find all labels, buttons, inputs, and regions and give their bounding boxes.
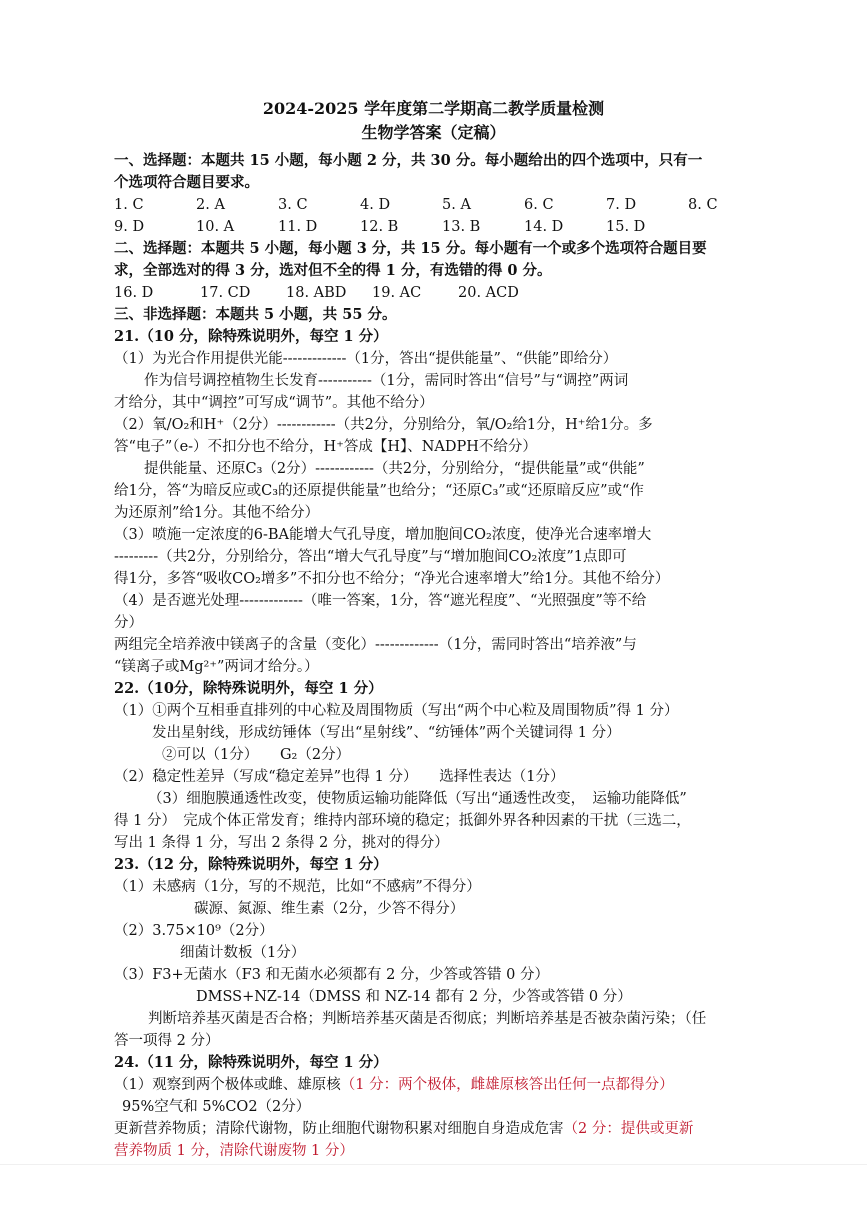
q21-line: （4）是否遮光处理-------------（唯一答案，1分，答“遮光程度”、“光照强度”等不给 xyxy=(114,593,647,609)
answer-9: 9. D xyxy=(114,219,145,235)
section2-answers-row xyxy=(114,282,774,304)
q24-line xyxy=(114,1118,774,1140)
section1-header: 一、选择题：本题共 15 小题，每小题 2 分，共 30 分。每小题给出的四个选项中，只有一 xyxy=(114,152,703,169)
q21-line: 作为信号调控植物生长发育-----------（1分，需同时答出“信号”与“调控”两词 xyxy=(144,373,629,389)
q21-line: 分） xyxy=(114,615,143,631)
answer-8: 8. C xyxy=(688,197,718,213)
section3-header: 三、非选择题：本题共 5 小题，共 55 分。 xyxy=(114,306,397,323)
q22-line: 写出 1 条得 1 分，写出 2 条得 2 分，挑对的得分） xyxy=(114,835,449,851)
answer-10: 10. A xyxy=(196,219,235,235)
q23-line: 判断培养基灭菌是否合格；判断培养基灭菌是否彻底；判断培养基是否被杂菌污染；（任 xyxy=(148,1011,707,1027)
page-bottom-divider xyxy=(0,1164,867,1165)
q22-header: 22.（10分，除特殊说明外，每空 1 分） xyxy=(114,680,383,697)
answer-2: 2. A xyxy=(196,197,225,213)
section2-header-cont: 求，全部选对的得 3 分，选对但不全的得 1 分，有选错的得 0 分。 xyxy=(114,262,552,279)
q21-line: 提供能量、还原C₃（2分）------------（共2分，分别给分，“提供能量”或“供能” xyxy=(144,461,645,477)
q21-line: ---------（共2分，分别给分，答出“增大气孔导度”与“增加胞间CO₂浓度”1点即可 xyxy=(114,549,627,565)
answer-15: 15. D xyxy=(606,219,646,235)
q24-answer-text: （1）观察到两个极体或雌、雄原核 xyxy=(114,1077,341,1093)
q23-line: 细菌计数板（1分） xyxy=(180,945,306,961)
q24-header: 24.（11 分，除特殊说明外，每空 1 分） xyxy=(114,1054,388,1071)
q22-line: 发出星射线，形成纺锤体（写出“星射线”、“纺锤体”两个关键词得 1 分） xyxy=(152,725,621,741)
q22-line: （2）稳定性差异（写成“稳定差异”也得 1 分） 选择性表达（1分） xyxy=(114,769,565,785)
answer-11: 11. D xyxy=(278,219,318,235)
q23-line: 碳源、氮源、维生素（2分，少答不得分） xyxy=(194,901,465,917)
answer-4: 4. D xyxy=(360,197,391,213)
section1-header-cont: 个选项符合题目要求。 xyxy=(114,174,259,191)
q23-line: DMSS+NZ-14（DMSS 和 NZ-14 都有 2 分，少答或答错 0 分） xyxy=(196,989,632,1005)
q21-line: 为还原剂”给1分。其他不给分） xyxy=(114,505,320,521)
q22-line: ②可以（1分） G₂（2分） xyxy=(162,747,351,763)
q23-line: （1）未感病（1分，写的不规范，比如“不感病”不得分） xyxy=(114,879,481,895)
answer-18: 18. ABD xyxy=(286,285,347,301)
answer-6: 6. C xyxy=(524,197,554,213)
answer-12: 12. B xyxy=(360,219,399,235)
section1-answers-row1 xyxy=(114,194,774,216)
q21-line: 答“电子”（e-）不扣分也不给分，H⁺答成【H】、NADPH不给分） xyxy=(114,439,537,455)
answer-3: 3. C xyxy=(278,197,308,213)
q23-line: 答一项得 2 分） xyxy=(114,1033,220,1049)
q24-scoring-note: （2 分：提供或更新 xyxy=(563,1121,694,1137)
q22-line: 得 1 分） 完成个体正常发育；维持内部环境的稳定；抵御外界各种因素的干扰（三选二， xyxy=(114,813,691,829)
q21-line: （2）氧/O₂和H⁺（2分）------------（共2分，分别给分，氧/O₂给1分，H⁺给1分。多 xyxy=(114,417,653,433)
q23-line: （2）3.75×10⁹（2分） xyxy=(114,923,274,939)
answer-7: 7. D xyxy=(606,197,637,213)
answer-content xyxy=(114,150,774,1162)
document-subtitle: 生物学答案（定稿） xyxy=(361,123,506,142)
answer-17: 17. CD xyxy=(200,285,251,301)
q21-line: 得1分，多答“吸收CO₂增多”不扣分也不给分；“净光合速率增大”给1分。其他不给分） xyxy=(114,571,670,587)
q24-scoring-note: 营养物质 1 分，清除代谢废物 1 分） xyxy=(114,1143,354,1159)
q21-line: “镁离子或Mg²⁺”两词才给分。） xyxy=(114,659,319,675)
answer-13: 13. B xyxy=(442,219,481,235)
q22-line: （3）细胞膜通透性改变，使物质运输功能降低（写出“通透性改变， 运输功能降低” xyxy=(148,791,687,807)
answer-16: 16. D xyxy=(114,285,154,301)
answer-14: 14. D xyxy=(524,219,564,235)
q21-line: （3）喷施一定浓度的6-BA能增大气孔导度，增加胞间CO₂浓度，使净光合速率增大 xyxy=(114,527,652,543)
section1-answers-row2 xyxy=(114,216,774,238)
answer-5: 5. A xyxy=(442,197,471,213)
answer-1: 1. C xyxy=(114,197,144,213)
q21-line: 给1分，答“为暗反应或C₃的还原提供能量”也给分；“还原C₃”或“还原暗反应”或“作 xyxy=(114,483,644,499)
section2-header: 二、选择题：本题共 5 小题，每小题 3 分，共 15 分。每小题有一个或多个选项符合题目要 xyxy=(114,240,707,257)
q22-line: （1）①两个互相垂直排列的中心粒及周围物质（写出“两个中心粒及周围物质”得 1 分） xyxy=(114,703,679,719)
answer-20: 20. ACD xyxy=(458,285,519,301)
q23-header: 23.（12 分，除特殊说明外，每空 1 分） xyxy=(114,856,388,873)
q21-line: （1）为光合作用提供光能-------------（1分，答出“提供能量”、“供能”即给分） xyxy=(114,351,618,367)
q24-line xyxy=(114,1074,774,1096)
q23-line: （3）F3+无菌水（F3 和无菌水必须都有 2 分，少答或答错 0 分） xyxy=(114,967,549,983)
q24-answer-text: 更新营养物质；清除代谢物，防止细胞代谢物积累对细胞自身造成危害 xyxy=(114,1121,564,1137)
document-title: 2024-2025 学年度第二学期高二教学质量检测 xyxy=(262,99,605,118)
q24-line: 95%空气和 5%CO2（2分） xyxy=(122,1099,311,1115)
answer-19: 19. AC xyxy=(372,285,422,301)
q21-line: 才给分，其中“调控”可写成“调节”。其他不给分） xyxy=(114,395,434,411)
q21-header: 21.（10 分，除特殊说明外，每空 1 分） xyxy=(114,328,388,345)
q24-scoring-note: （1 分：两个极体，雌雄原核答出任何一点都得分） xyxy=(340,1077,674,1093)
q21-line: 两组完全培养液中镁离子的含量（变化）-------------（1分，需同时答出“培养液”与 xyxy=(114,637,637,653)
